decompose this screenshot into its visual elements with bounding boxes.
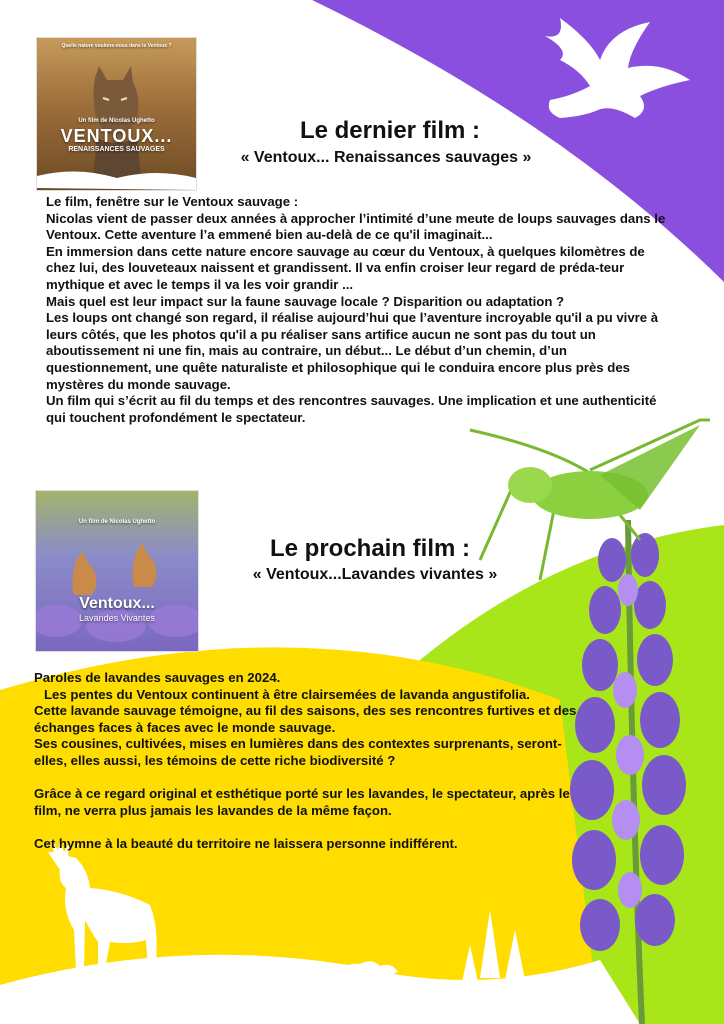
film1-paragraph: Mais quel est leur impact sur la faune sauvage locale ? Disparition ou adaptation ? — [46, 293, 565, 309]
film1-paragraph: Nicolas vient de passer deux années à approcher l’intimité d’une meute de loups sauvages dans le Ventoux. Cette aventure l’a emmené bien au-delà de ce qu'il imaginait... — [46, 210, 666, 243]
film2-poster-title: Ventoux... — [79, 595, 155, 612]
film1-heading: Le dernier film : — [299, 117, 481, 144]
film1-paragraph: Les loups ont changé son regard, il réalise aujourd’hui que l’aventure incroyable qu'il a pu vivre à leurs côtés, que les photos qu'il a pu réaliser sans artifice aucun ne sont pas du tout un aboutissement ni une fin, mais au contraire, un début... Le début d’un chemin, d’un questionnement, une quête naturaliste et philosophique qui le conduira encore plus près des mystères du monde sauvage. — [46, 310, 659, 392]
film1-paragraph: En immersion dans cette nature encore sauvage au cœur du Ventoux, à quelques kilomètres de chez lui, des louveteaux naissent et grandissent. Il va enfin croiser leur regard de préda-teur mythique et avec le temps il va les voir grandir ... — [46, 243, 645, 292]
film2-poster-credit: Un film de Nicolas Ughetto — [78, 519, 156, 525]
film1-poster — [36, 37, 197, 191]
film2-heading: Le prochain film : — [269, 535, 470, 562]
film2-subheading: « Ventoux...Lavandes vivantes » — [252, 566, 498, 583]
film2-poster — [35, 490, 199, 652]
fawns-illustration — [36, 491, 198, 651]
film1-subheading: « Ventoux... Renaissances sauvages » — [240, 149, 532, 166]
film2-poster-subtitle: Lavandes Vivantes — [79, 613, 155, 623]
film2-paragraph: Les pentes du Ventoux continuent à être clairsemées de lavanda angustifolia. — [44, 686, 530, 702]
film2-paragraph: Ses cousines, cultivées, mises en lumières dans des contextes surprenants, seront- elles, elles aussi, les témoins de cette riche biodiversité ? — [34, 736, 562, 768]
film1-poster-title: VENTOUX... — [60, 126, 173, 146]
film1-paragraph: Un film qui s’écrit au fil du temps et des rencontres sauvages. Une implication et une authenticité qui touchent profondément le spectateur. — [46, 393, 657, 425]
film1-description — [46, 194, 666, 426]
wolf-illustration — [37, 38, 196, 190]
film1-poster-subtitle: RENAISSANCES SAUVAGES — [68, 146, 165, 153]
film2-paragraph: Cette lavande sauvage témoigne, au fil des saisons, des ses rencontres furtives et des échanges faces à faces avec le monde sauvage. — [34, 703, 577, 735]
film2-paragraph: Grâce à ce regard original et esthétique porté sur les lavandes, le spectateur, après le film, ne verra plus jamais les lavandes de la même façon. — [34, 786, 570, 818]
film2-paragraph: Paroles de lavandes sauvages en 2024. — [34, 670, 281, 685]
film1-poster-tagline: Quelle nature voulons-nous dans le Ventoux ? — [61, 43, 172, 49]
film1-paragraph: Le film, fenêtre sur le Ventoux sauvage : — [46, 194, 299, 209]
film1-poster-credit: Un film de Nicolas Ughetto — [78, 118, 155, 124]
film2-description — [34, 670, 594, 853]
film2-paragraph: Cet hymne à la beauté du territoire ne laissera personne indifférent. — [34, 835, 458, 851]
